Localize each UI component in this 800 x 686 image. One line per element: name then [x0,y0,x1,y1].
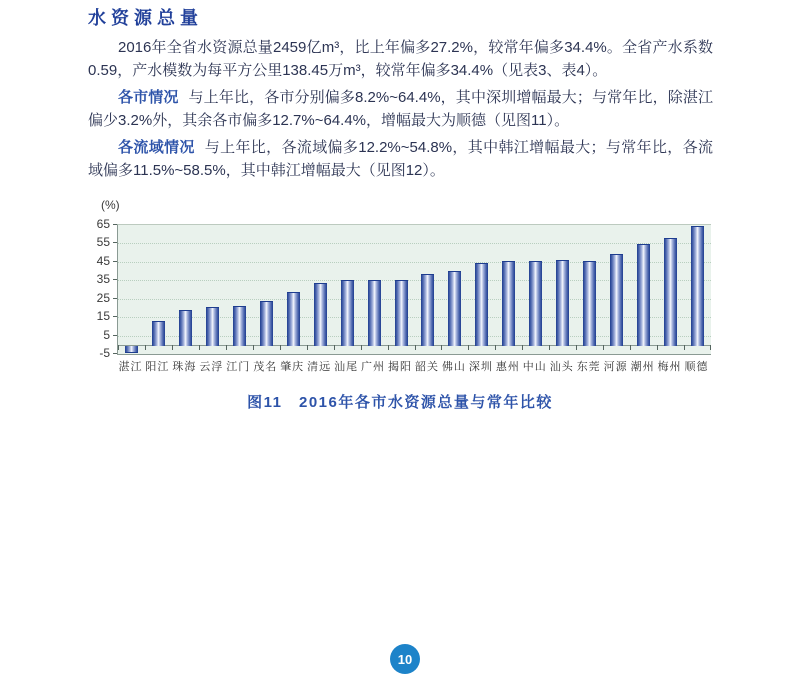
x-axis-label: 潮州 [630,361,655,373]
x-axis-tick-mark [603,345,604,350]
y-axis-tick-label: 55 [96,235,110,250]
x-axis-label: 清远 [307,361,332,373]
paragraph-1-text: 2016年全省水资源总量2459亿m³，比上年偏多27.2%，较常年偏多34.4%。全省产水系数0.59，产水模数为每平方公里138.45万m³，较常年偏多34.4%（见表3、表4）。 [88,39,713,79]
x-axis-tick-mark [334,345,335,350]
x-axis-tick-mark [118,345,119,350]
x-axis-tick-mark [468,345,469,350]
chart-bar [448,271,461,346]
chart-bar [610,254,623,345]
y-axis-tick-mark [113,261,117,262]
y-axis-tick-mark [113,335,117,336]
x-axis-label: 惠州 [495,361,520,373]
x-axis-tick-mark [415,345,416,350]
paragraph-2-lead: 各市情况 [118,89,179,106]
x-axis-tick-mark [710,345,711,350]
y-axis-tick-mark [113,353,117,354]
paragraph-3-lead: 各流域情况 [118,139,195,156]
chart-bar [233,306,246,346]
chart-bar [260,301,273,346]
chart-bar [421,274,434,346]
chart-bar [664,238,677,346]
page-number: 10 [397,651,413,667]
chart-bar [475,263,488,346]
x-axis-tick-mark [576,345,577,350]
x-axis-label: 中山 [522,361,547,373]
gridline [118,243,711,244]
chart-bar [125,346,138,353]
x-axis-label: 深圳 [468,361,493,373]
x-axis-tick-mark [495,345,496,350]
chart-bar [206,307,219,346]
x-axis-tick-mark [388,345,389,350]
x-axis-tick-mark [630,345,631,350]
y-axis-tick-mark [113,242,117,243]
x-axis-tick-mark [684,345,685,350]
chart-bar [637,244,650,345]
x-axis-tick-mark [145,345,146,350]
x-axis-label: 江门 [226,361,251,373]
y-axis-tick-label: 15 [96,309,110,324]
y-axis-tick-label: 5 [103,327,110,342]
x-axis-label: 湛江 [118,361,143,373]
chart-bar [341,280,354,346]
x-axis-label: 肇庆 [280,361,305,373]
y-axis-tick-label: 25 [96,290,110,305]
x-axis-tick-mark [549,345,550,350]
x-axis-tick-mark [253,345,254,350]
y-axis-unit-label: (%) [101,198,120,212]
page-number-badge [390,644,420,674]
y-axis-tick-mark [113,316,117,317]
x-axis-label: 广州 [361,361,386,373]
x-axis-label: 阳江 [145,361,170,373]
paragraph-3-text: 与上年比，各流域偏多12.2%~54.8%，其中韩江增幅最大；与常年比，各流域偏多11.5%~58.5%，其中韩江增幅最大（见图12）。 [88,139,713,179]
x-axis-label: 顺德 [684,361,709,373]
x-axis-tick-mark [280,345,281,350]
x-axis-tick-mark [199,345,200,350]
y-axis-tick-mark [113,224,117,225]
x-axis-label: 云浮 [199,361,224,373]
x-axis-label: 佛山 [441,361,466,373]
y-axis-tick-label: 65 [96,217,110,231]
x-axis-tick-mark [307,345,308,350]
bar-chart [80,196,720,378]
x-axis-label: 韶关 [414,361,439,373]
chart-plot-area [117,224,711,355]
body-text [88,36,713,186]
chart-bar [583,261,596,346]
x-axis-label: 珠海 [172,361,197,373]
x-axis-tick-mark [226,345,227,350]
chart-bar [395,280,408,346]
y-axis-tick-mark [113,298,117,299]
x-axis-label: 河源 [603,361,628,373]
paragraph-2-text: 与上年比，各市分别偏多8.2%~64.4%，其中深圳增幅最大；与常年比，除湛江偏少3.2%外，其余各市偏多12.7%~64.4%，增幅最大为顺德（见图11）。 [88,89,713,129]
x-axis-tick-mark [441,345,442,350]
x-axis-label: 梅州 [657,361,682,373]
y-axis-tick-label: 35 [96,272,110,287]
chart-bar [556,260,569,346]
chart-bar [529,261,542,346]
x-axis-tick-mark [657,345,658,350]
x-axis-label: 汕尾 [334,361,359,373]
chart-bar [152,321,165,345]
paragraph-3 [88,136,713,182]
chart-bar [314,283,327,346]
paragraph-1 [88,36,713,82]
y-axis-tick-label: 45 [96,253,110,268]
chart-bar [691,226,704,346]
chart-bar [179,310,192,346]
x-axis-tick-mark [172,345,173,350]
x-axis-tick-mark [522,345,523,350]
chart-bar [502,261,515,346]
x-axis-label: 汕头 [549,361,574,373]
x-axis-tick-mark [361,345,362,350]
chart-bar [287,292,300,346]
chart-bar [368,280,381,346]
x-axis-label: 揭阳 [388,361,412,373]
y-axis-tick-label: -5 [99,346,110,360]
paragraph-2 [88,86,713,132]
x-axis-label: 东莞 [576,361,601,373]
page-title: 水资源总量 [88,8,203,28]
y-axis-tick-mark [113,279,117,280]
x-axis-label: 茂名 [253,361,278,373]
figure-caption: 图11 2016年各市水资源总量与常年比较 [247,394,553,411]
